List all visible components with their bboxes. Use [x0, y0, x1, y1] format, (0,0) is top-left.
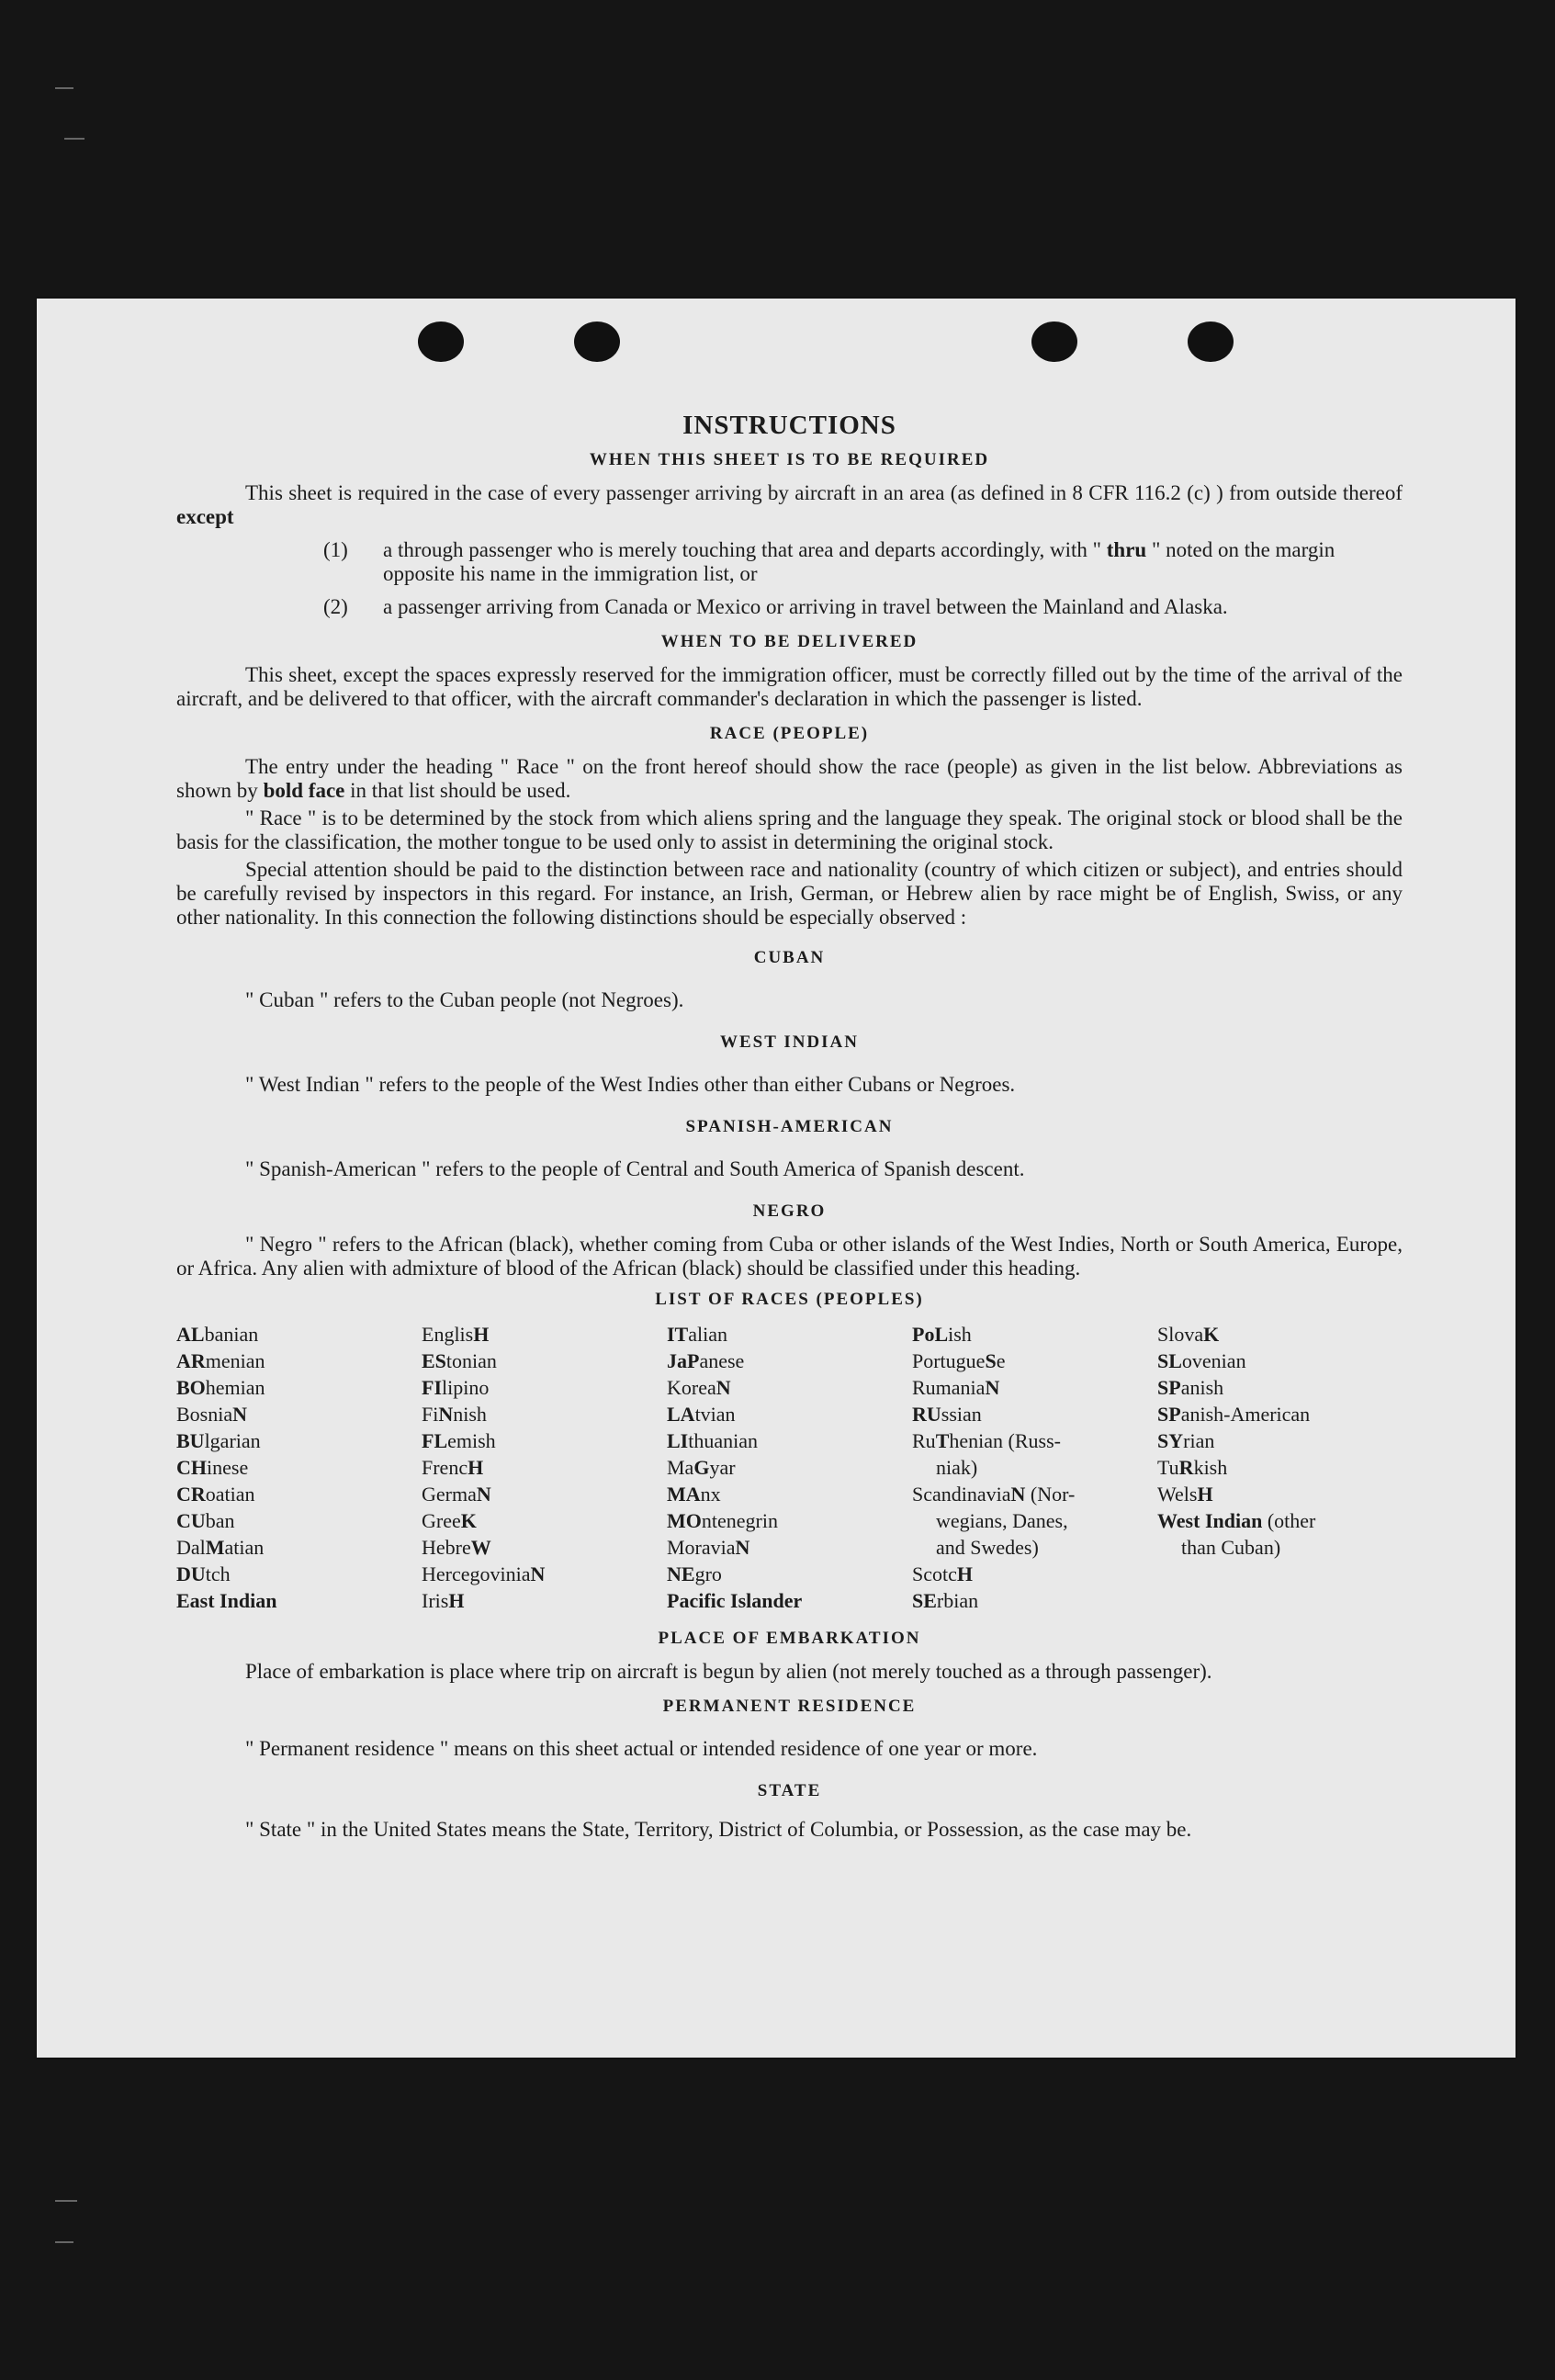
scan-artifact [55, 2200, 77, 2202]
condition-2: (2) a passenger arriving from Canada or Mexico or arriving in travel between the Mainland and Alaska. [323, 595, 1228, 618]
residence-text: " Permanent residence " means on this sheet actual or intended residence of one year or more. [245, 1737, 1038, 1760]
race-column [176, 1321, 422, 1614]
page-title: INSTRUCTIONS [682, 411, 896, 440]
race-item: ScandinaviaN (Nor- [912, 1483, 1076, 1506]
race-item: LAtvian [667, 1403, 736, 1426]
west-indian-text: " West Indian " refers to the people of the West Indies other than either Cubans or Negroes. [245, 1073, 1016, 1096]
race-item: PoLish [912, 1323, 972, 1346]
section-heading-delivered: WHEN TO BE DELIVERED [660, 632, 918, 651]
spanish-american-text: " Spanish-American " refers to the people of Central and South America of Spanish descent. [245, 1157, 1025, 1180]
race-item: GermaN [422, 1483, 491, 1506]
race-item: FIlipino [422, 1376, 490, 1399]
race-item: WelsH [1157, 1483, 1213, 1506]
race-item: FLemish [422, 1429, 496, 1452]
race-item: KoreaN [667, 1376, 731, 1399]
race-item: RumaniaN [912, 1376, 1000, 1399]
race-item: West Indian (other [1157, 1509, 1316, 1532]
race-item: East Indian [176, 1589, 277, 1612]
race-item: PortugueSe [912, 1349, 1006, 1372]
section-heading-negro: NEGRO [752, 1201, 827, 1221]
punch-hole [1031, 321, 1077, 362]
race-column [912, 1321, 1157, 1614]
section-heading-embarkation: PLACE OF EMBARKATION [658, 1629, 921, 1648]
race-item: and Swedes) [936, 1536, 1039, 1559]
race-item: ALbanian [176, 1323, 259, 1346]
race-item: SYrian [1157, 1429, 1215, 1452]
race-item: CRoatian [176, 1483, 255, 1506]
scan-artifact [55, 87, 73, 89]
punch-hole [1188, 321, 1234, 362]
section-heading-race: RACE (PEOPLE) [709, 724, 870, 743]
race-item: DUtch [176, 1562, 231, 1585]
race-item: ITalian [667, 1323, 728, 1346]
race-item: wegians, Danes, [936, 1509, 1068, 1532]
section-heading-spanish-american: SPANISH-AMERICAN [685, 1117, 894, 1136]
race-column [1157, 1321, 1403, 1614]
instructions-content [176, 413, 1403, 1842]
cuban-text: " Cuban " refers to the Cuban people (not Negroes). [245, 988, 684, 1011]
race-item: Pacific Islander [667, 1589, 803, 1612]
race-column [422, 1321, 667, 1614]
race-paragraph-2: " Race " is to be determined by the stock from which aliens spring and the language they speak. The original stock or blood shall be the basis for the classification, the mother tongue to be used only to assist in determining the original stock. [176, 806, 1403, 853]
race-item: MOntenegrin [667, 1509, 778, 1532]
race-item: TuRkish [1157, 1456, 1228, 1479]
race-item: RuThenian (Russ- [912, 1429, 1061, 1452]
race-item: NEgro [667, 1562, 722, 1585]
race-item: BUlgarian [176, 1429, 261, 1452]
race-item: CUban [176, 1509, 235, 1532]
race-item: DalMatian [176, 1536, 265, 1559]
race-item: ScotcH [912, 1562, 974, 1585]
race-item: LIthuanian [667, 1429, 759, 1452]
race-item: GreeK [422, 1509, 477, 1532]
race-paragraph-1: The entry under the heading " Race " on the front hereof should show the race (people) as given in the list below. Abbreviations as shown by bold face in that list should be used. [176, 755, 1403, 802]
race-item: RUssian [912, 1403, 982, 1426]
negro-text: " Negro " refers to the African (black), whether coming from Cuba or other islands of the West Indies, North or South America, Europe, or Africa. Any alien with admixture of blood of the African (black) should be classified under this heading. [176, 1233, 1403, 1280]
race-item: FrencH [422, 1456, 484, 1479]
race-item: MaGyar [667, 1456, 736, 1479]
race-item: SPanish-American [1157, 1403, 1311, 1426]
race-item: niak) [936, 1456, 978, 1479]
race-item: CHinese [176, 1456, 249, 1479]
race-item: HebreW [422, 1536, 491, 1559]
race-item: FiNnish [422, 1403, 487, 1426]
race-item: HercegoviniaN [422, 1562, 546, 1585]
condition-1: (1) a through passenger who is merely touching that area and departs accordingly, with " thru " noted on the margin opposite his name in the immigration list, or [323, 538, 1335, 585]
race-paragraph-3: Special attention should be paid to the distinction between race and nationality (country of which citizen or subject), and entries should be carefully revised by inspectors in this regard. For instance, an Irish, German, or Hebrew alien by race might be of English, Swiss, or any other nationality. In this connection the following distinctions should be especially observed : [176, 858, 1403, 929]
race-item: IrisH [422, 1589, 465, 1612]
race-item: MAnx [667, 1483, 721, 1506]
race-list [176, 1321, 1403, 1614]
punch-hole [574, 321, 620, 362]
race-item: than Cuban) [1181, 1536, 1281, 1559]
race-item: ARmenian [176, 1349, 265, 1372]
section-heading-list-of-races: LIST OF RACES (PEOPLES) [655, 1290, 924, 1309]
scan-artifact [55, 2241, 73, 2243]
document-sheet [37, 299, 1516, 2058]
section-heading-residence: PERMANENT RESIDENCE [662, 1697, 917, 1716]
race-item: MoraviaN [667, 1536, 750, 1559]
race-item: BOhemian [176, 1376, 265, 1399]
delivered-text: This sheet, except the spaces expressly reserved for the immigration officer, must be correctly filled out by the time of the arrival of the aircraft, and be delivered to that officer, with the aircraft commander's declaration in which the passenger is listed. [176, 663, 1403, 710]
race-item: EStonian [422, 1349, 497, 1372]
race-column [667, 1321, 912, 1614]
race-item: SLovenian [1157, 1349, 1246, 1372]
section-heading-required: WHEN THIS SHEET IS TO BE REQUIRED [589, 450, 990, 469]
punch-hole [418, 321, 464, 362]
race-item: SErbian [912, 1589, 979, 1612]
race-item: JaPanese [667, 1349, 745, 1372]
race-item: SlovaK [1157, 1323, 1220, 1346]
race-item: EnglisH [422, 1323, 490, 1346]
section-heading-state: STATE [757, 1781, 822, 1800]
scan-artifact [64, 138, 85, 140]
section-heading-west-indian: WEST INDIAN [720, 1032, 859, 1052]
race-item: BosniaN [176, 1403, 248, 1426]
race-item: SPanish [1157, 1376, 1224, 1399]
embarkation-text: Place of embarkation is place where trip on aircraft is begun by alien (not merely touched as a through passenger). [245, 1660, 1212, 1683]
required-intro: This sheet is required in the case of every passenger arriving by aircraft in an area (as defined in 8 CFR 116.2 (c) ) from outside thereof except [176, 481, 1403, 528]
state-text: " State " in the United States means the State, Territory, District of Columbia, or Possession, as the case may be. [245, 1818, 1192, 1841]
section-heading-cuban: CUBAN [753, 948, 826, 967]
